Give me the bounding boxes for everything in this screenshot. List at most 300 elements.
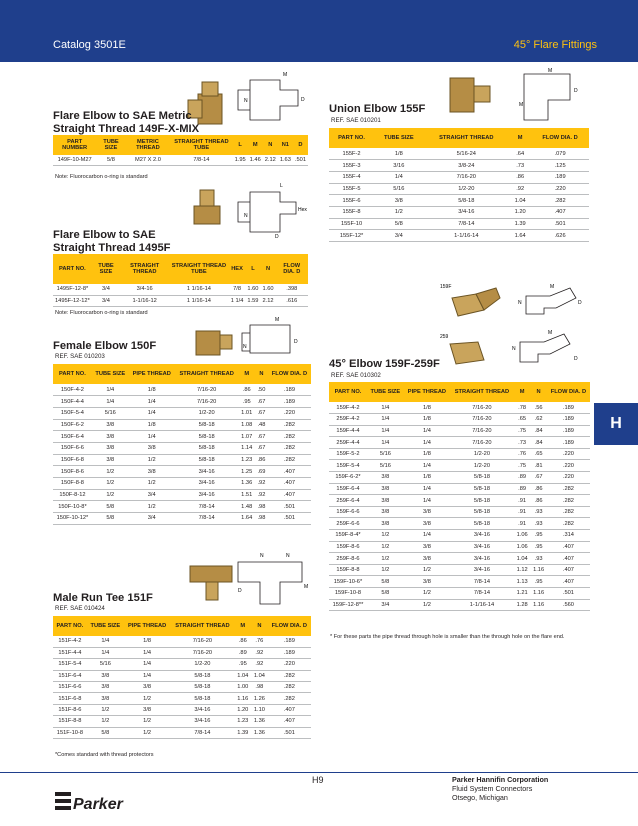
table-cell: 5/8-18 (170, 682, 234, 693)
table-cell: 1/4 (129, 407, 175, 419)
table-row (53, 636, 311, 647)
table-cell: .76 (514, 448, 530, 460)
table-cell: .56 (530, 402, 546, 414)
table-cell: .75 (514, 460, 530, 472)
table-cell: 259F-6-4 (329, 495, 367, 507)
table-row (53, 704, 311, 715)
t149-col-l: L (233, 135, 248, 155)
table-cell: 5/8 (374, 218, 423, 230)
table-row (329, 171, 589, 183)
table-cell: 150F-5-4 (53, 407, 92, 419)
table-cell: .407 (547, 564, 590, 576)
table-cell: .189 (268, 384, 311, 396)
table-cell: .92 (255, 478, 268, 490)
table-cell: .079 (531, 148, 589, 160)
table-cell: 1/4 (367, 425, 404, 437)
table-cell: .92 (251, 659, 268, 670)
table-cell: 1/4 (87, 647, 124, 658)
table-cell: 3/8 (129, 442, 175, 454)
table-cell: 5/8-18 (175, 431, 239, 443)
svg-text:159F: 159F (440, 284, 452, 290)
table-row (53, 489, 311, 501)
table-cell: 159F-12-8** (329, 599, 367, 611)
table-cell: 1/8 (404, 472, 450, 484)
table-row (53, 659, 311, 670)
table-cell: 1.14 (238, 442, 254, 454)
table-cell: .189 (547, 414, 590, 426)
table-cell: .93 (530, 553, 546, 565)
dim-n-label: N (244, 98, 248, 104)
svg-text:L: L (280, 183, 283, 189)
table-cell: .67 (255, 396, 268, 408)
table-cell: 1/8 (404, 448, 450, 460)
table-cell: .73 (509, 160, 531, 172)
table-cell: 1.48 (238, 501, 254, 513)
footer-divider (0, 772, 638, 773)
table-cell: .92 (255, 489, 268, 501)
t149-title: Flare Elbow to SAE Metric Straight Thread 149F-X-MIX (53, 110, 200, 135)
table-cell: 1/2 (367, 564, 404, 576)
table-cell: 3/8 (404, 553, 450, 565)
table-cell: 1.16 (530, 599, 546, 611)
table-cell: 155F-3 (329, 160, 374, 172)
table-cell: 3/8 (404, 506, 450, 518)
table-cell: 5/8 (92, 513, 129, 525)
table-cell: 7/16-20 (450, 437, 514, 449)
table-cell: 3/4-16 (450, 541, 514, 553)
table-cell: 3/8 (87, 670, 124, 681)
table-cell: 1/4 (87, 636, 124, 647)
table-row (329, 588, 590, 600)
table-cell: .69 (255, 466, 268, 478)
table-cell: .282 (268, 454, 311, 466)
table-cell: 7/8-14 (424, 218, 510, 230)
table-cell: 159F-5-4 (329, 460, 367, 472)
table-cell: 155F-6 (329, 195, 374, 207)
table-cell: 151F-10-8 (53, 727, 87, 738)
svg-text:N: N (243, 344, 247, 350)
svg-text:N: N (244, 213, 248, 219)
table-cell: 3/8 (87, 682, 124, 693)
svg-text:M: M (304, 584, 309, 590)
t155-title: Union Elbow 155F (329, 103, 426, 115)
table-cell: .91 (514, 506, 530, 518)
table-cell: .73 (514, 437, 530, 449)
table-cell: 3/4 (129, 489, 175, 501)
table-cell: 150F-4-4 (53, 396, 92, 408)
table-cell: .626 (531, 230, 589, 242)
t149-col-m: M (248, 135, 263, 155)
table-cell: 1/4 (404, 530, 450, 542)
table-cell: 7/16-20 (424, 171, 510, 183)
table-cell: 1/4 (404, 437, 450, 449)
table-cell: .89 (514, 472, 530, 484)
table-row (329, 530, 590, 542)
table-cell: 5/16 (87, 659, 124, 670)
table-cell: 5/8-18 (175, 442, 239, 454)
table-cell: 3/8 (367, 495, 404, 507)
table-cell: 1/4 (124, 647, 170, 658)
table-cell: 159F-8-6 (329, 541, 367, 553)
table-cell: .282 (547, 506, 590, 518)
table-cell: .84 (530, 437, 546, 449)
table-cell: 1.04 (514, 553, 530, 565)
table-cell: 3/8 (367, 483, 404, 495)
table-cell: 5/8 (92, 501, 129, 513)
table-cell: .86 (509, 171, 531, 183)
table-cell: 5/8 (367, 588, 404, 600)
t151-note: *Comes standard with thread protectors (55, 752, 154, 758)
table-cell: .65 (530, 448, 546, 460)
table-row (329, 402, 590, 414)
table-cell: 150F-10-8* (53, 501, 92, 513)
table-cell: 1.20 (235, 704, 252, 715)
table-row: 1495F-12-12* 3/4 1-1/16-12 1 1/16-14 1 1/4 1.59 2.12 .616 (53, 295, 308, 306)
table-row (53, 501, 311, 513)
table-cell: 1/8 (129, 384, 175, 396)
table-cell: 1/2 (404, 599, 450, 611)
table-cell: .62 (530, 414, 546, 426)
table-row (329, 483, 590, 495)
table-cell: 159F-8-8 (329, 564, 367, 576)
table-cell: .282 (268, 682, 311, 693)
table-row (53, 396, 311, 408)
t149-col-d: D (293, 135, 308, 155)
table-cell: 5/16 (374, 183, 423, 195)
table-row (53, 478, 311, 490)
parker-logo (55, 790, 135, 812)
table-cell: 3/8 (124, 682, 170, 693)
table-cell: .95 (238, 396, 254, 408)
table-cell: 151F-4-2 (53, 636, 87, 647)
fitting-151f-drawing (180, 548, 315, 613)
t149-col-tube: TUBE SIZE (96, 135, 125, 155)
table-cell: .65 (514, 414, 530, 426)
table-cell: 155F-4 (329, 171, 374, 183)
table-cell: .48 (255, 419, 268, 431)
table-cell: .75 (514, 425, 530, 437)
table-row (329, 148, 589, 160)
table-cell: .67 (255, 407, 268, 419)
table-cell: .282 (547, 483, 590, 495)
table-cell: .93 (530, 506, 546, 518)
table-cell: .501 (268, 727, 311, 738)
table-cell: 3/4-16 (450, 553, 514, 565)
t159-table: PART NO. TUBE SIZE PIPE THREAD STRAIGHT THREAD M N FLOW DIA. D 159F-4-2 1/4 1/8 7/16-20 .78 .56 .189 259F-4-2 1/4 1/8 7/16-20 .65 .62 .189 159F-4-4 1/4 1/4 7/16-20 .75 .84 .189 259F-4-4 1/4 1/4 7/16-20 .73 .84 .189 159F-5-2 5/16 1/8 1/2-20 .76 .65 .220 159F-5-4 5/16 1/4 1/2-20 .75 .81 .220 159F-6-2* 3/8 1/8 5/8-18 .89 .67 .220 159F-6-4 3/8 1/4 5/8-18 .89 .86 .282 259F-6-4 3/8 1/4 5/8-18 .91 .86 .282 159F-6-6 3/8 3/8 5/8-18 .91 .93 .282 259F-6-6 3/8 3/8 5/8-18 .91 .93 .282 159F-8-4* 1/2 1/4 3/4-16 1.06 .95 .314 159F-8-6 1/2 3/8 3/4-16 1.06 .95 .407 259F-8-6 1/2 3/8 3/4-16 1.04 .93 .407 159F-8-8 1/2 1/2 3/4-16 1.12 1.16 .407 159F-10-6* 5/8 3/8 7/8-14 1.13 .95 .407 159F-10-8 5/8 1/2 7/8-14 1.21 1.16 .501 159F-12-8** 3/4 1/2 1-1/16-14 1.28 1.16 .560 (329, 382, 590, 611)
table-cell: 159F-6-6 (329, 506, 367, 518)
table-row (53, 454, 311, 466)
table-cell: .89 (514, 483, 530, 495)
table-cell: 3/4-16 (424, 206, 510, 218)
table-cell: 1/8 (374, 148, 423, 160)
table-cell: 1.16 (235, 693, 252, 704)
table-row (53, 716, 311, 727)
fitting-150f-drawing (180, 315, 315, 363)
table-cell: 3/4-16 (450, 530, 514, 542)
catalog-title: Catalog 3501E (53, 39, 126, 51)
table-cell: .282 (268, 670, 311, 681)
table-cell: 1/2 (374, 206, 423, 218)
svg-text:D: D (294, 339, 298, 345)
table-cell: .67 (255, 431, 268, 443)
t1495-header-row: PART NO. TUBE SIZE STRAIGHT THREAD STRAIGHT THREAD TUBE HEX L N FLOW DIA. D (53, 254, 308, 284)
table-cell: 151F-6-8 (53, 693, 87, 704)
table-row (329, 183, 589, 195)
table-cell: 1/2-20 (450, 460, 514, 472)
table-cell: 1.01 (238, 407, 254, 419)
table-cell: 1/4 (367, 414, 404, 426)
table-cell: .189 (531, 171, 589, 183)
table-cell: .81 (530, 460, 546, 472)
table-cell: 1/2 (129, 501, 175, 513)
table-cell: 159F-8-4* (329, 530, 367, 542)
table-row (329, 195, 589, 207)
table-cell: .314 (547, 530, 590, 542)
table-row (329, 218, 589, 230)
table-cell: 1.12 (514, 564, 530, 576)
table-row (329, 206, 589, 218)
table-cell: 3/8 (92, 431, 129, 443)
table-row (329, 472, 590, 484)
table-cell: 1/2-20 (424, 183, 510, 195)
table-row (329, 230, 589, 242)
table-cell: 151F-5-4 (53, 659, 87, 670)
table-cell: 1/8 (129, 419, 175, 431)
table-cell: 150F-8-6 (53, 466, 92, 478)
table-cell: 3/4-16 (175, 478, 239, 490)
table-cell: 159F-6-2* (329, 472, 367, 484)
table-cell: 1/4 (124, 670, 170, 681)
table-cell: 1.23 (238, 454, 254, 466)
table-cell: .91 (514, 495, 530, 507)
table-cell: 155F-10 (329, 218, 374, 230)
table-cell: 7/16-20 (450, 414, 514, 426)
table-cell: .407 (268, 489, 311, 501)
table-cell: 1/4 (92, 396, 129, 408)
table-cell: .189 (268, 636, 311, 647)
t149-col-straight: STRAIGHT THREAD TUBE (170, 135, 232, 155)
company-block: Parker Hannifin Corporation Fluid System Connectors Otsego, Michigan (452, 775, 549, 802)
svg-text:D: D (574, 356, 578, 362)
table-cell: 7/8-14 (175, 513, 239, 525)
table-cell: .407 (547, 541, 590, 553)
table-cell: .501 (531, 218, 589, 230)
table-cell: .220 (531, 183, 589, 195)
table-cell: 1/2 (367, 530, 404, 542)
table-cell: .282 (268, 442, 311, 454)
svg-text:D: D (574, 88, 578, 94)
t151-title: Male Run Tee 151F (53, 592, 153, 604)
table-cell: .220 (547, 472, 590, 484)
table-cell: 1.16 (530, 588, 546, 600)
table-cell: 7/8-14 (450, 588, 514, 600)
table-cell: 151F-4-4 (53, 647, 87, 658)
t151-ref: REF. SAE 010424 (55, 605, 105, 612)
table-cell: 1.04 (235, 670, 252, 681)
t151-table: PART NO. TUBE SIZE PIPE THREAD STRAIGHT THREAD M N FLOW DIA. D 151F-4-2 1/4 1/8 7/16-20 .86 .76 .189 151F-4-4 1/4 1/4 7/16-20 .89 .92 .189 151F-5-4 5/16 1/4 1/2-20 .95 .92 .220 151F-6-4 3/8 1/4 5/8-18 1.04 1.04 .282 151F-6-6 3/8 3/8 5/8-18 1.00 .98 .282 151F-6-8 3/8 1/2 5/8-18 1.16 1.26 .282 151F-8-6 1/2 3/8 3/4-16 1.20 1.10 .407 151F-8-8 1/2 1/2 3/4-16 1.23 1.36 .407 151F-10-8 5/8 1/2 7/8-14 1.39 1.36 .501 (53, 616, 311, 739)
table-cell: 1.51 (238, 489, 254, 501)
table-row (53, 419, 311, 431)
table-cell: .407 (547, 553, 590, 565)
table-row (329, 460, 590, 472)
t1495-note: Note: Fluorocarbon o-ring is standard (55, 310, 148, 316)
svg-text:D: D (238, 588, 242, 594)
table-cell: 1/4 (129, 431, 175, 443)
t159-ref: REF. SAE 010302 (331, 372, 381, 379)
table-cell: 1/2 (124, 693, 170, 704)
fitting-155f-drawing (440, 66, 590, 124)
table-cell: .125 (531, 160, 589, 172)
table-cell: 7/16-20 (450, 402, 514, 414)
table-cell: 1/2 (129, 454, 175, 466)
table-cell: .407 (268, 704, 311, 715)
table-cell: .98 (251, 682, 268, 693)
table-row (329, 414, 590, 426)
table-cell: 5/16 (92, 407, 129, 419)
table-cell: 155F-2 (329, 148, 374, 160)
table-cell: .98 (255, 501, 268, 513)
table-cell: 1/4 (92, 384, 129, 396)
fitting-149f-drawing (180, 70, 315, 130)
table-cell: .220 (547, 448, 590, 460)
table-cell: 1.04 (251, 670, 268, 681)
table-cell: 1/4 (129, 396, 175, 408)
dim-d-label: D (301, 97, 305, 103)
table-row: 1495F-12-8* 3/4 3/4-16 1 1/16-14 7/8 1.60 1.60 .398 (53, 284, 308, 295)
table-cell: 155F-5 (329, 183, 374, 195)
table-cell: .189 (268, 647, 311, 658)
header-bar (0, 0, 638, 62)
table-cell: 1/2 (129, 478, 175, 490)
table-cell: 1/2 (87, 716, 124, 727)
table-cell: .91 (514, 518, 530, 530)
table-cell: .189 (547, 437, 590, 449)
table-cell: 159F-6-4 (329, 483, 367, 495)
table-cell: 5/8-18 (170, 693, 234, 704)
table-cell: .92 (251, 647, 268, 658)
table-cell: 150F-8-8 (53, 478, 92, 490)
table-cell: .282 (531, 195, 589, 207)
table-cell: 1.64 (238, 513, 254, 525)
table-cell: 3/16 (374, 160, 423, 172)
table-cell: .407 (268, 466, 311, 478)
table-cell: 150F-4-2 (53, 384, 92, 396)
table-cell: 7/8-14 (175, 501, 239, 513)
table-cell: 5/8-18 (450, 483, 514, 495)
table-cell: .67 (255, 442, 268, 454)
t155-ref: REF. SAE 010201 (331, 117, 381, 124)
table-row (53, 647, 311, 658)
table-cell: 259F-4-4 (329, 437, 367, 449)
table-cell: 1.04 (509, 195, 531, 207)
table-cell: 1.21 (514, 588, 530, 600)
table-cell: 3/4-16 (175, 466, 239, 478)
table-cell: .407 (547, 576, 590, 588)
svg-text:Hex: Hex (298, 207, 307, 213)
table-row (329, 448, 590, 460)
page-number: H9 (312, 775, 324, 785)
table-cell: 1.36 (238, 478, 254, 490)
svg-text:N: N (260, 553, 264, 559)
svg-text:M: M (519, 102, 524, 108)
table-cell: 1.08 (238, 419, 254, 431)
table-cell: 1/8 (404, 402, 450, 414)
table-row (329, 564, 590, 576)
table-cell: 5/8 (87, 727, 124, 738)
table-cell: 7/8-14 (170, 727, 234, 738)
table-cell: 1/2-20 (450, 448, 514, 460)
dim-m-label: M (283, 72, 288, 78)
table-cell: 1/2-20 (170, 659, 234, 670)
table-cell: .50 (255, 384, 268, 396)
t149-note: Note: Fluorocarbon o-ring is standard (55, 174, 148, 180)
table-cell: .76 (251, 636, 268, 647)
t149-col-part: PART NUMBER (53, 135, 96, 155)
table-cell: .95 (530, 541, 546, 553)
table-cell: .98 (255, 513, 268, 525)
t155-table: PART NO. TUBE SIZE STRAIGHT THREAD M FLOW DIA. D 155F-2 1/8 5/16-24 .64 .079 155F-3 3/16 3/8-24 .73 .125 155F-4 1/4 7/16-20 .86 .189 155F-5 5/16 1/2-20 .92 .220 155F-6 3/8 5/8-18 1.04 .282 155F-8 1/2 3/4-16 1.20 .407 155F-10 5/8 7/8-14 1.39 .501 155F-12* 3/4 1-1/16-14 1.64 .626 (329, 128, 589, 242)
section-tab-h[interactable]: H (594, 403, 638, 445)
table-cell: 1.00 (235, 682, 252, 693)
table-row (329, 518, 590, 530)
table-cell: 1/4 (404, 460, 450, 472)
table-cell: 150F-10-12* (53, 513, 92, 525)
table-cell: 3/4-16 (450, 564, 514, 576)
table-cell: .86 (235, 636, 252, 647)
table-cell: 7/16-20 (170, 647, 234, 658)
t1495-title: Flare Elbow to SAE Straight Thread 1495F (53, 229, 171, 254)
table-cell: 5/16 (367, 448, 404, 460)
table-cell: 5/8-18 (175, 419, 239, 431)
table-cell: .92 (509, 183, 531, 195)
t150-table: PART NO. TUBE SIZE PIPE THREAD STRAIGHT THREAD M N FLOW DIA. D 150F-4-2 1/4 1/8 7/16-20 .86 .50 .189 150F-4-4 1/4 1/4 7/16-20 .95 .67 .189 150F-5-4 5/16 1/4 1/2-20 1.01 .67 .220 150F-6-2 3/8 1/8 5/8-18 1.08 .48 .282 150F-6-4 3/8 1/4 5/8-18 1.07 .67 .282 150F-6-6 3/8 3/8 5/8-18 1.14 .67 .282 150F-6-8 3/8 1/2 5/8-18 1.23 .86 .282 150F-8-6 1/2 3/8 3/4-16 1.25 .69 .407 150F-8-8 1/2 1/2 3/4-16 1.36 .92 .407 150F-8-12 1/2 3/4 3/4-16 1.51 .92 .407 150F-10-8* 5/8 1/2 7/8-14 1.48 .98 .501 150F-10-12* 5/8 3/4 7/8-14 1.64 .98 .501 (53, 364, 311, 525)
table-cell: 151F-8-8 (53, 716, 87, 727)
table-cell: 3/8 (404, 541, 450, 553)
table-cell: 1/2 (124, 727, 170, 738)
table-row (329, 599, 590, 611)
table-cell: 3/8 (367, 506, 404, 518)
table-cell: 3/8 (367, 518, 404, 530)
table-cell: .407 (531, 206, 589, 218)
fitting-1495f-drawing (180, 178, 315, 238)
table-cell: 1-1/16-14 (424, 230, 510, 242)
svg-text:N: N (286, 553, 290, 559)
table-cell: 151F-6-4 (53, 670, 87, 681)
svg-text:D: D (578, 300, 582, 306)
table-cell: 151F-6-6 (53, 682, 87, 693)
table-cell: 5/8-18 (175, 454, 239, 466)
svg-text:M: M (275, 317, 280, 323)
table-cell: 155F-8 (329, 206, 374, 218)
table-cell: 159F-4-2 (329, 402, 367, 414)
table-cell: .86 (255, 454, 268, 466)
table-cell: 159F-10-8 (329, 588, 367, 600)
table-cell: 159F-10-6* (329, 576, 367, 588)
table-cell: 259F-8-6 (329, 553, 367, 565)
table-cell: .220 (268, 659, 311, 670)
table-cell: 1/2 (92, 489, 129, 501)
table-cell: 1/8 (404, 414, 450, 426)
table-cell: .89 (235, 647, 252, 658)
table-row (329, 576, 590, 588)
table-cell: 1/2 (367, 541, 404, 553)
table-cell: 1/2 (404, 564, 450, 576)
table-cell: 3/8 (87, 693, 124, 704)
table-cell: 1/2 (124, 716, 170, 727)
table-cell: 1.36 (251, 727, 268, 738)
table-cell: .93 (530, 518, 546, 530)
table-row: 149F-10-M27 5/8 M27 X 2.0 7/8-14 1.95 1.46 2.12 1.63 .501 (53, 155, 308, 165)
